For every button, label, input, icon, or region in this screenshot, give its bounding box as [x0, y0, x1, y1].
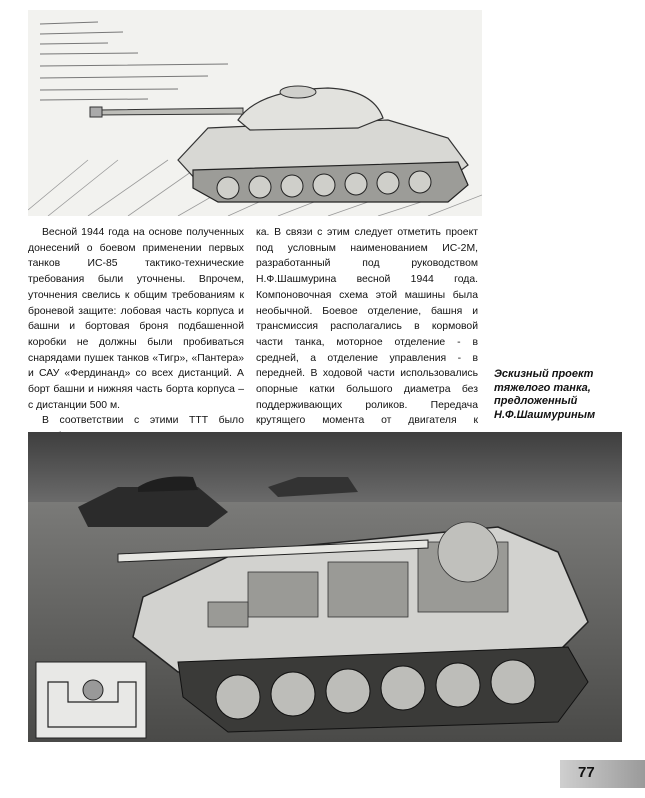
tank-sketch-drawing [28, 10, 482, 216]
caption-line: предложенный [494, 395, 578, 407]
article-left-column [28, 225, 244, 461]
figure-caption [494, 368, 634, 422]
tank-cutaway-drawing [28, 432, 622, 742]
caption-line: Эскизный проект [494, 368, 594, 380]
page-number: 77 [578, 764, 595, 781]
article-paragraph: В соответствии с этими ТТТ было [42, 415, 244, 427]
tank-cutaway-illustration-figure [28, 432, 622, 742]
article-paragraph: ка. В связи с этим следует отметить проект под условным наименованием ИС-2М, разработанный под руководством Н.Ф.Шашмурина весной 1944 года. Компоновочная схема этой машины была необычной. Боевое отделение, башня и трансмиссия располагались в кормовой части танка, моторное отделение - в средней, а отделение управления - в передней. В ходовой части использовались опорные катки большого диаметра без поддерживающих роликов. Передача крутящего момента от двигателя к [256, 227, 478, 427]
article-paragraph: Весной 1944 года на основе полученных донесений о боевом применении первых танков ИС-85 тактико-технические требования были уточнены. Впрочем, уточнения свелись к общим требованиям к броневой защите: лобовая часть корпуса и башни и бортовая броня подбашенной коробки не должны были пробиваться снарядами пушек танков «Тигр», «Пантера» и САУ «Фердинанд» со всех дистанций. А борт башни и нижняя часть борта корпуса – с дистанции 500 м. [28, 227, 244, 411]
page-number-tab [560, 760, 645, 788]
caption-line: тяжелого танка, [494, 381, 591, 394]
caption-line: Н.Ф.Шашмуриным [494, 408, 596, 421]
top-tank-sketch-figure [28, 10, 482, 216]
